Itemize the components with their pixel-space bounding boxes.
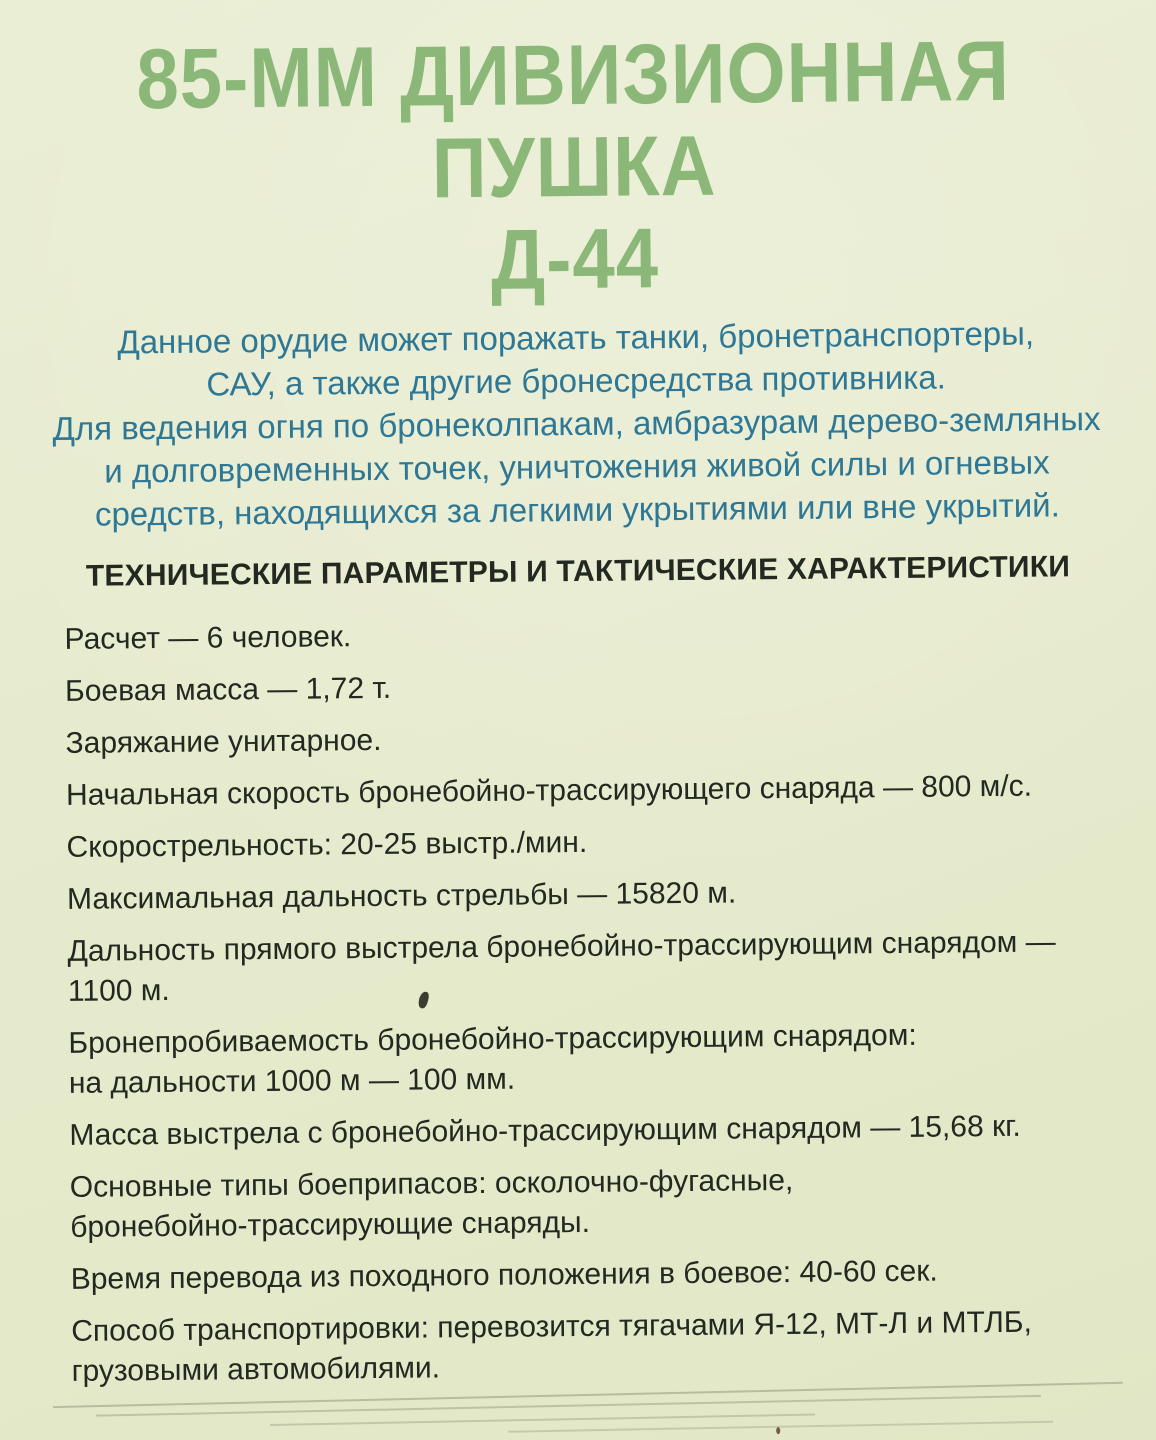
intro-line: Для ведения огня по бронеколпакам, амбразурам дерево-земляных	[52, 399, 1101, 448]
spec-item	[71, 1302, 1124, 1392]
title-line-1: 85-ММ ДИВИЗИОННАЯ	[136, 23, 1011, 128]
title-line-2: ПУШКА	[431, 118, 717, 217]
intro-paragraph	[0, 310, 1156, 536]
spec-line: Максимальная дальность стрельбы — 15820 м.	[66, 876, 737, 916]
section-heading: ТЕХНИЧЕСКИЕ ПАРАМЕТРЫ И ТАКТИЧЕСКИЕ ХАРАКТЕРИСТИКИ	[85, 550, 1071, 593]
spec-line: грузовыми автомобилями.	[71, 1351, 441, 1388]
spec-line: Бронепробиваемость бронебойно-трассирующим снарядом:	[68, 1018, 917, 1060]
placard-title	[0, 0, 1153, 312]
spec-line: Расчет — 6 человек.	[64, 620, 352, 656]
spec-item	[70, 1158, 1123, 1248]
title-line-3: Д-44	[490, 211, 660, 308]
spec-line: Способ транспортировки: перевозится тягачами Я-12, МТ-Л и МТЛБ,	[71, 1305, 1033, 1348]
specs-list	[0, 609, 1156, 1392]
spec-line: Начальная скорость бронебойно-трассирующего снаряда — 800 м/с.	[65, 769, 1033, 812]
spec-line: Время перевода из походного положения в боевое: 40-60 сек.	[70, 1254, 938, 1296]
intro-line: и долговременных точек, уничтожения живой силы и огневых	[104, 443, 1050, 490]
spec-item	[71, 1250, 1123, 1300]
spec-item	[65, 714, 1117, 764]
spec-line: Дальность прямого выстрела бронебойно-трассирующим снарядом — 1100 м.	[67, 925, 1056, 1008]
spec-line: Основные типы боеприпасов: осколочно-фугасные,	[69, 1163, 794, 1204]
intro-line: средств, находящихся за легкими укрытиями или вне укрытий.	[94, 486, 1060, 533]
paper-crease-line	[508, 1421, 1053, 1433]
spec-line: Боевая масса — 1,72 т.	[64, 671, 392, 708]
spec-item	[68, 1014, 1121, 1104]
spec-line: бронебойно-трассирующие снаряды.	[70, 1205, 591, 1244]
paper-crease-line	[96, 1395, 1041, 1417]
intro-line: Данное орудие может поражать танки, бронетранспортеры,	[117, 314, 1035, 361]
spec-item	[65, 662, 1117, 712]
spec-item	[67, 922, 1120, 1012]
spec-item	[64, 610, 1116, 660]
spec-line: Масса выстрела с бронебойно-трассирующим снарядом — 15,68 кг.	[69, 1109, 1021, 1152]
spec-item	[69, 1106, 1121, 1156]
spec-line: Заряжание унитарное.	[65, 723, 382, 760]
spec-line: на дальности 1000 м — 100 мм.	[68, 1062, 516, 1100]
intro-line: САУ, а также другие бронесредства противника.	[206, 358, 947, 403]
spec-item	[66, 766, 1118, 816]
spec-line: Скорострельность: 20-25 выстр./мин.	[66, 825, 588, 864]
spec-item	[66, 818, 1118, 868]
paper-crease-line	[270, 1414, 815, 1426]
paper-speck	[776, 1427, 780, 1434]
spec-item	[67, 870, 1119, 920]
